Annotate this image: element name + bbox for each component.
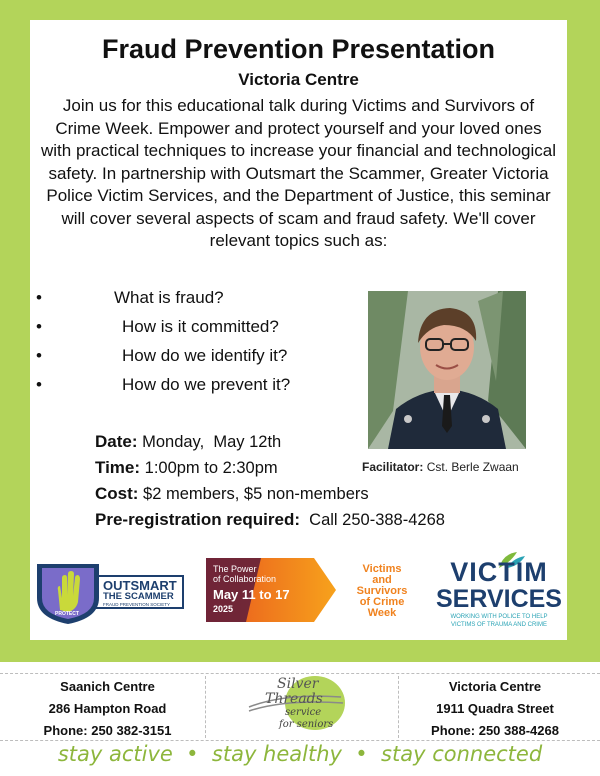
intro-paragraph: Join us for this educational talk during Victims and Survivors of Crime Week. Empower and protect yourself and your loved ones with practical techniques to increase your financial and technological safety. In partnership with Outsmart the Scammer, Greater Victoria Police Victim Services, and the Department of Justice, this seminar will cover several aspects of scam and fraud safety. We'll cover relevant topics such as: (40, 96, 557, 250)
event-details (95, 432, 555, 536)
vscw-line1: Victims (362, 563, 402, 575)
date-label: Date: (95, 432, 138, 451)
outsmart-logo (33, 558, 185, 626)
collab-line2: of Collaboration (213, 574, 277, 584)
saanich-phone: Phone: 250 382-3151 (43, 723, 172, 738)
collaboration-logo (206, 558, 336, 622)
victoria-name: Victoria Centre (448, 679, 542, 694)
outsmart-badge: PROTECT (55, 611, 79, 617)
saanich-address: 286 Hampton Road (48, 701, 167, 716)
vs-line4: VICTIMS OF TRAUMA AND CRIME (451, 622, 547, 628)
facilitator-name: Cst. Berle Zwaan (426, 460, 519, 474)
st-line1: Silver (277, 676, 319, 692)
vs-line3: WORKING WITH POLICE TO HELP (450, 614, 548, 620)
st-line3: service (285, 707, 322, 718)
topic-text: What is fraud? (114, 288, 224, 307)
topic-list (36, 288, 366, 404)
vs-line1: VICTIM (450, 557, 548, 587)
list-item (36, 288, 366, 317)
footer-divider (398, 676, 399, 738)
topic-text: How do we identify it? (122, 346, 288, 365)
outsmart-subtitle: THE SCAMMER (103, 591, 174, 602)
vs-line2: SERVICES (436, 585, 562, 613)
collab-dates: May 11 to 17 (213, 587, 290, 602)
page-title: Fraud Prevention Presentation (101, 34, 496, 64)
collab-line1: The Power (213, 564, 257, 574)
st-line2: Threads (265, 691, 323, 707)
bullet-icon: • (36, 346, 42, 365)
victims-week-logo (342, 564, 422, 619)
vscw-line3: Survivors (356, 585, 408, 597)
partner-logos (30, 550, 567, 635)
tagline-divider (0, 740, 600, 741)
topic-text: How is it committed? (122, 317, 279, 336)
st-line4: for seniors (279, 719, 334, 730)
vscw-line2: and (372, 574, 392, 586)
facilitator-photo (368, 291, 526, 449)
prereg-value: Call 250-388-4268 (309, 511, 445, 529)
saanich-centre-info (20, 676, 195, 742)
list-item (36, 346, 366, 375)
list-item (36, 375, 366, 404)
prereg-label: Pre-registration required: (95, 510, 300, 529)
bullet-icon: • (36, 375, 42, 394)
time-row (95, 458, 555, 484)
time-value: 1:00pm to 2:30pm (144, 459, 278, 477)
bullet-icon: • (36, 317, 42, 336)
page-subtitle: Victoria Centre (238, 70, 359, 89)
vscw-line4: of Crime (359, 596, 405, 608)
flyer-card (30, 20, 567, 640)
tagline: stay active • stay healthy • stay connected (57, 742, 543, 766)
topic-text: How do we prevent it? (122, 375, 291, 394)
victoria-centre-info (405, 676, 585, 742)
victoria-phone: Phone: 250 388-4268 (431, 723, 559, 738)
outsmart-tagline: FRAUD PREVENTION SOCIETY (103, 602, 171, 607)
cost-row (95, 484, 555, 510)
footer-divider (205, 676, 206, 738)
date-row (95, 432, 555, 458)
victim-services-logo (435, 556, 563, 631)
silver-threads-logo (245, 673, 350, 737)
cost-value: $2 members, $5 non-members (143, 485, 369, 503)
list-item (36, 317, 366, 346)
date-value: Monday, May 12th (142, 433, 282, 451)
saanich-name: Saanich Centre (60, 679, 155, 694)
facilitator-label: Facilitator: (362, 460, 424, 474)
victoria-address: 1911 Quadra Street (436, 701, 554, 716)
cost-label: Cost: (95, 484, 139, 503)
outsmart-title: OUTSMART (103, 578, 177, 593)
prereg-row (95, 510, 555, 536)
collab-year: 2025 (213, 604, 234, 614)
bullet-icon: • (36, 288, 42, 307)
vscw-line5: Week (367, 607, 397, 619)
time-label: Time: (95, 458, 141, 477)
